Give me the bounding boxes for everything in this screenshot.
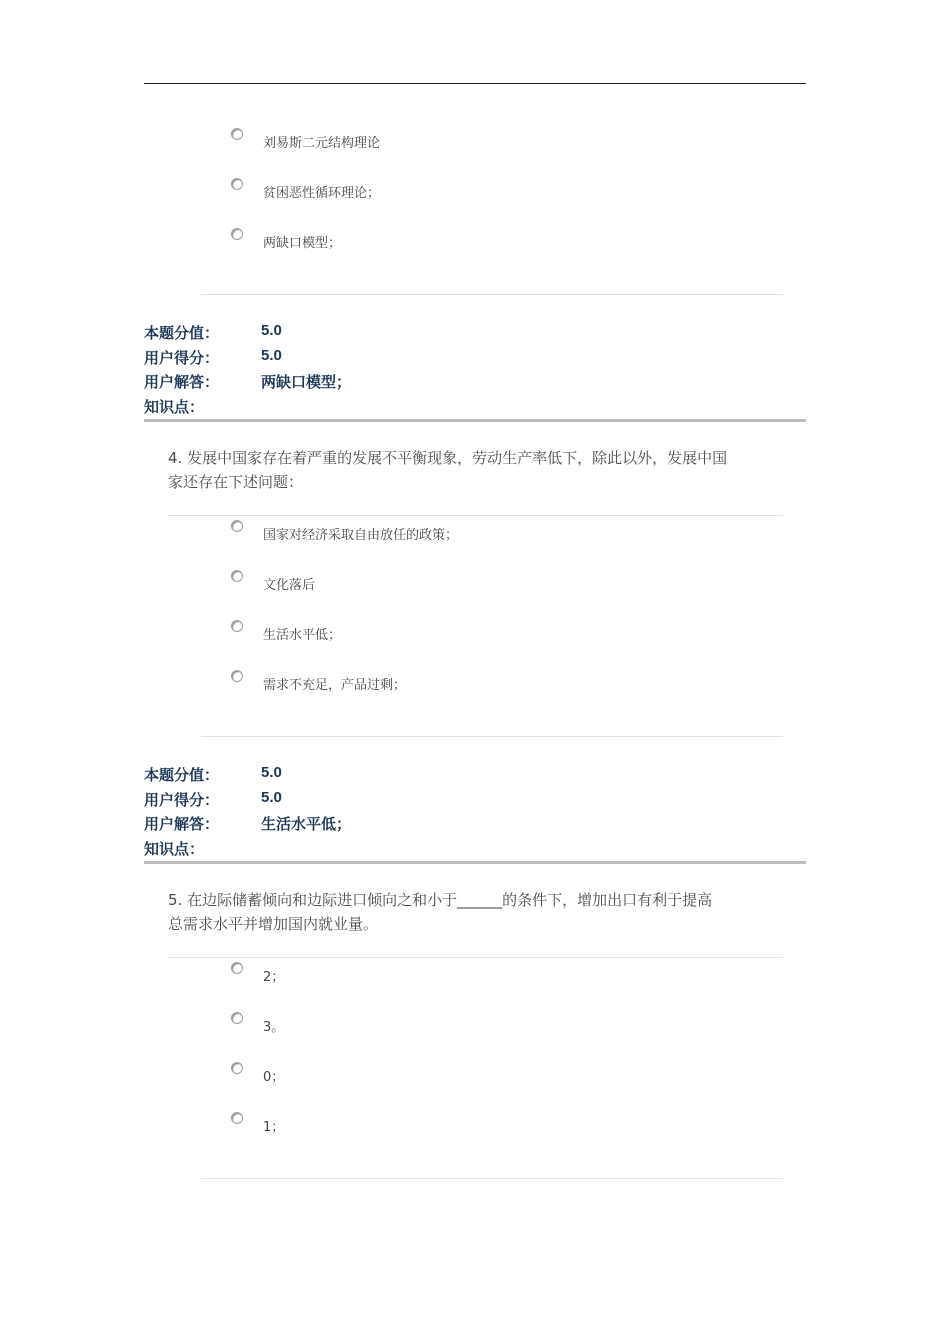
user-answer-label: 用户解答： — [144, 374, 220, 391]
question-separator — [144, 419, 806, 422]
knowledge-label: 知识点： — [144, 398, 205, 416]
question-line: 4. 发展中国家存在着严重的发展不平衡现象，劳动生产率低下，除此以外，发展中国 — [168, 449, 728, 467]
knowledge-row — [144, 838, 806, 863]
radio-button[interactable] — [231, 620, 243, 632]
user-score-row — [144, 347, 806, 372]
q4-score-block — [144, 764, 806, 862]
score-value-row — [144, 764, 806, 789]
option-label: 需求不充足，产品过剩； — [263, 678, 407, 693]
option-label: 国家对经济采取自由放任的政策； — [263, 528, 459, 543]
question-divider — [168, 957, 783, 958]
user-answer: 生活水平低； — [261, 816, 352, 833]
question-line: 总需求水平并增加国内就业量。 — [168, 915, 379, 933]
score-value: 5.0 — [261, 764, 282, 781]
option-label: 1； — [263, 1120, 285, 1135]
score-value: 5.0 — [261, 322, 282, 339]
radio-button[interactable] — [231, 520, 243, 532]
user-answer-row — [144, 813, 806, 838]
q3-score-block — [144, 322, 806, 420]
user-score: 5.0 — [261, 788, 282, 806]
user-answer: 两缺口模型； — [261, 374, 352, 391]
options-divider — [201, 1178, 783, 1179]
q5-question-text — [168, 888, 788, 936]
score-value-label: 本题分值： — [144, 325, 220, 342]
option-label: 刘易斯二元结构理论 — [263, 136, 381, 151]
user-answer-row — [144, 371, 806, 396]
user-score-label: 用户得分： — [144, 349, 220, 367]
top-divider — [144, 83, 806, 84]
radio-button[interactable] — [231, 228, 243, 240]
question-separator — [144, 861, 806, 864]
options-divider — [201, 736, 783, 737]
option-label: 0； — [263, 1070, 285, 1085]
radio-button[interactable] — [231, 128, 243, 140]
knowledge-label: 知识点： — [144, 840, 205, 858]
option-label: 文化落后 — [263, 578, 316, 593]
option-label: 生活水平低； — [263, 628, 342, 643]
option-label: 两缺口模型； — [263, 236, 342, 251]
option-label: 3。 — [263, 1020, 285, 1035]
score-value-label: 本题分值： — [144, 767, 220, 784]
user-score-label: 用户得分： — [144, 791, 220, 809]
radio-button[interactable] — [231, 178, 243, 190]
q4-question-text — [168, 446, 788, 494]
radio-button[interactable] — [231, 670, 243, 682]
options-divider — [201, 294, 783, 295]
radio-button[interactable] — [231, 1112, 243, 1124]
user-score: 5.0 — [261, 346, 282, 364]
question-line: 5. 在边际储蓄倾向和边际进口倾向之和小于______的条件下，增加出口有利于提高 — [168, 891, 713, 909]
score-value-row — [144, 322, 806, 347]
user-score-row — [144, 789, 806, 814]
option-label: 2； — [263, 970, 285, 985]
option-label: 贫困恶性循环理论； — [263, 186, 381, 201]
question-divider — [168, 515, 783, 516]
radio-button[interactable] — [231, 1062, 243, 1074]
question-line: 家还存在下述问题： — [168, 473, 304, 491]
radio-button[interactable] — [231, 962, 243, 974]
radio-button[interactable] — [231, 570, 243, 582]
radio-button[interactable] — [231, 1012, 243, 1024]
knowledge-row — [144, 396, 806, 421]
user-answer-label: 用户解答： — [144, 816, 220, 833]
